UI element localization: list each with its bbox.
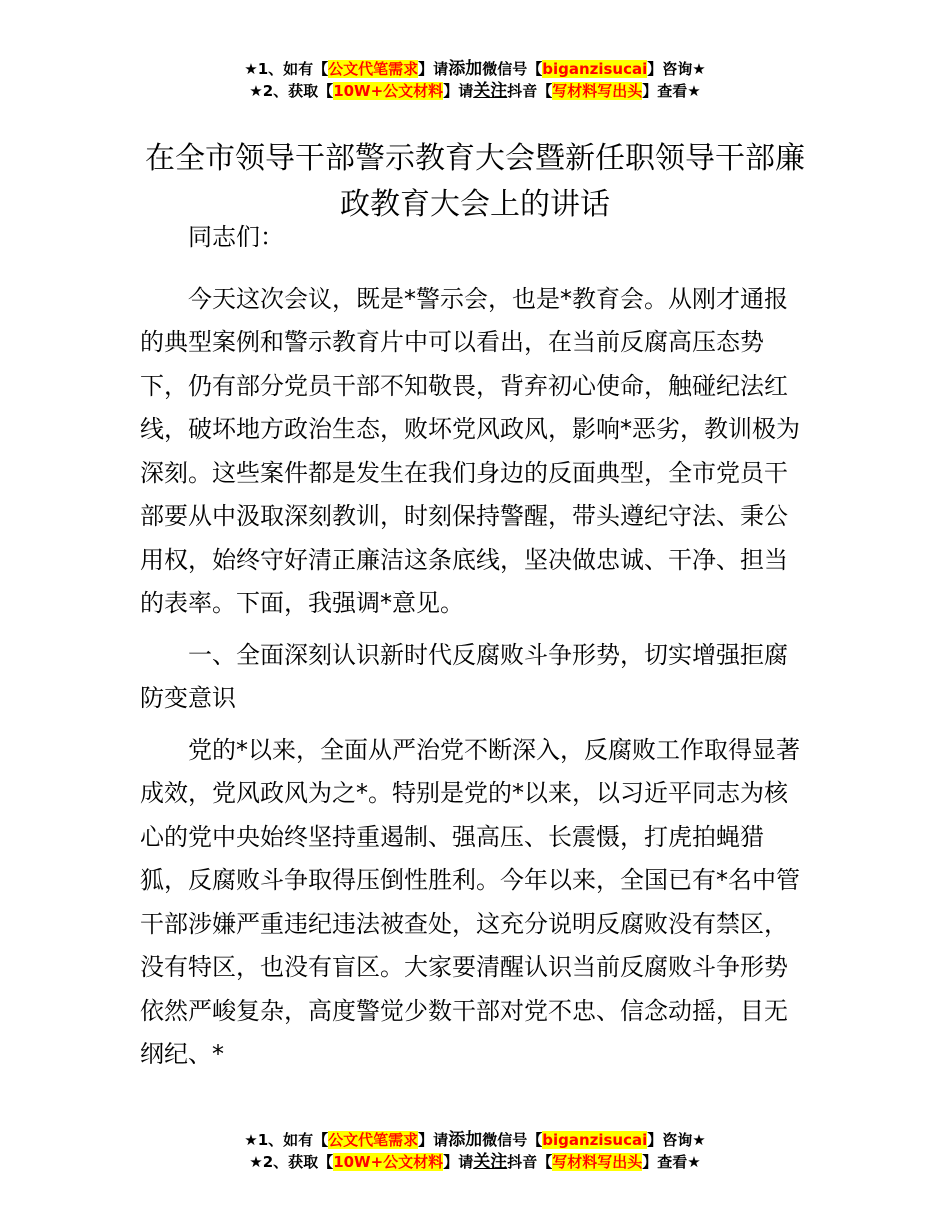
promo-highlight: 写材料写出头 [552,82,643,100]
promo-line-2 [0,80,950,102]
promo-text: 】咨询★ [647,1131,706,1149]
promo-highlight: biganzisucai [542,60,648,78]
section-heading: 一、全面深刻认识新时代反腐败斗争形势，切实增强拒腐防变意识 [140,640,788,712]
promo-emphasis: 添加 [448,59,483,79]
paragraph: 今天这次会议，既是*警示会，也是*教育会。从刚才通报的典型案例和警示教育片中可以看出，在当前反腐高压态势下，仍有部分党员干部不知敬畏，背弃初心使命，触碰纪法红线，破坏地方政治生态，败坏党风政风，影响*恶劣，教训极为深刻。这些案件都是发生在我们身边的反面典型，全市党员干部要从中汲取深刻教训，时刻保持警醒，带头遵纪守法、秉公用权，始终守好清正廉洁这条底线，坚决做忠诚、干净、担当的表率。下面，我强调*意见。 [140,284,800,617]
promo-highlight: 写材料写出头 [552,1153,643,1171]
promo-line-1 [0,1129,950,1151]
promo-text: 】查看★ [642,82,701,100]
promo-text: 】咨询★ [647,60,706,78]
promo-text: ★1、如有【 [244,60,329,78]
promo-text: 微信号【 [482,1131,543,1149]
promo-text: 】请 [443,82,474,100]
paragraph: 党的*以来，全面从严治党不断深入，反腐败工作取得显著成效，党风政风为之*。特别是党的*以来，以习近平同志为核心的党中央始终坚持重遏制、强高压、长震慑，打虎拍蝇猎狐，反腐败斗争取得压倒性胜利。今年以来，全国已有*名中管干部涉嫌严重违纪违法被查处，这充分说明反腐败没有禁区，没有特区，也没有盲区。大家要清醒认识当前反腐败斗争形势依然严峻复杂，高度警觉少数干部对党不忠、信念动摇，目无纲纪、* [140,735,800,1068]
promo-text: 抖音【 [507,82,553,100]
promo-highlight: 公文代笔需求 [328,60,419,78]
promo-text: ★2、获取【 [249,1153,334,1171]
header-promo-banner [0,58,950,102]
promo-emphasis: 添加 [448,1130,483,1150]
promo-highlight: biganzisucai [542,1131,648,1149]
promo-highlight: 10W+公文材料 [333,82,444,100]
promo-text: 】查看★ [642,1153,701,1171]
promo-text: 】请 [418,1131,449,1149]
promo-highlight: 10W+公文材料 [333,1153,444,1171]
promo-text: ★2、获取【 [249,82,334,100]
promo-emphasis: 关注 [473,81,508,101]
promo-text: ★1、如有【 [244,1131,329,1149]
promo-line-2 [0,1151,950,1173]
promo-highlight: 公文代笔需求 [328,1131,419,1149]
document-title: 在全市领导干部警示教育大会暨新任职领导干部廉政教育大会上的讲话 [145,141,805,223]
promo-text: 】请 [418,60,449,78]
promo-line-1 [0,58,950,80]
promo-text: 微信号【 [482,60,543,78]
footer-promo-banner [0,1129,950,1173]
promo-text: 】请 [443,1153,474,1171]
promo-emphasis: 关注 [473,1152,508,1172]
document-body [140,216,810,1085]
promo-text: 抖音【 [507,1153,553,1171]
salutation: 同志们： [188,223,284,251]
